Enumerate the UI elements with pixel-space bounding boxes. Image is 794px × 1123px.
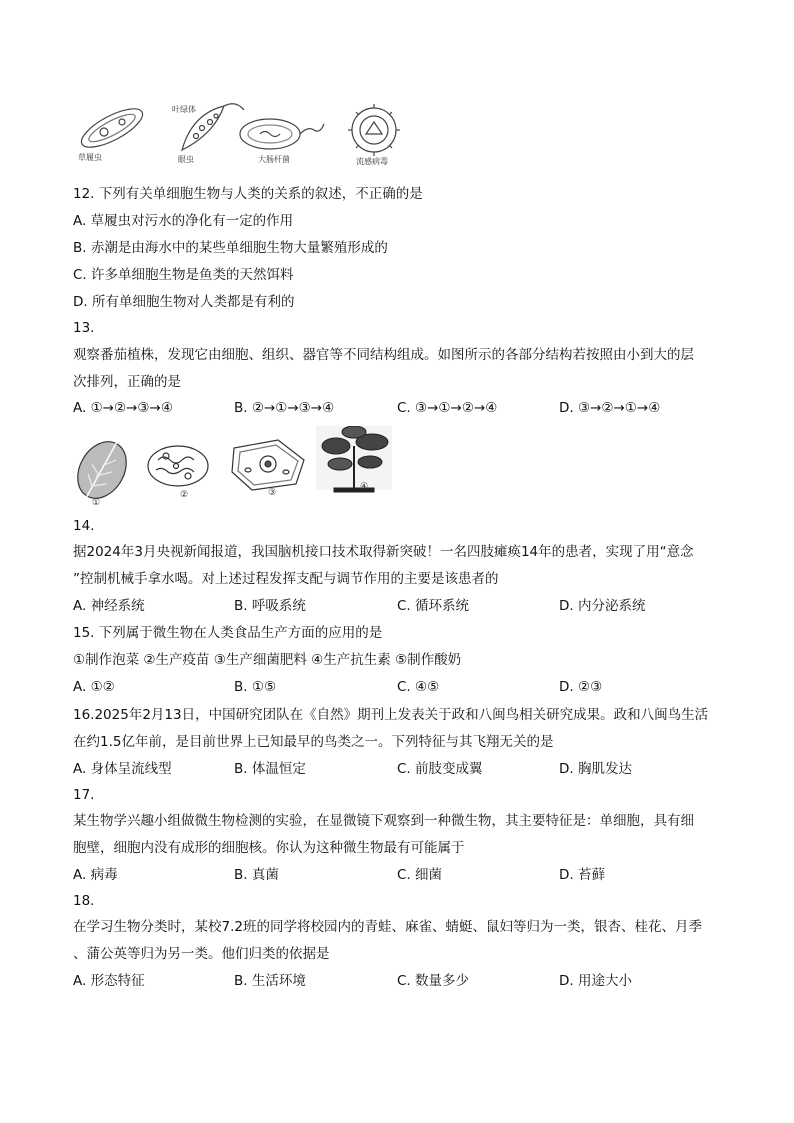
q17-option-d: D. 苔藓 — [559, 867, 605, 883]
q12-option-a: A. 草履虫对污水的净化有一定的作用 — [73, 213, 294, 229]
q18-stem-line2: 、蒲公英等归为另一类。他们归类的依据是 — [73, 946, 330, 962]
q15-items: ①制作泡菜 ②生产疫苗 ③生产细菌肥料 ④生产抗生素 ⑤制作酸奶 — [73, 652, 462, 668]
q17-stem-line1: 某生物学兴趣小组做微生物检测的实验，在显微镜下观察到一种微生物，其主要特征是：单细胞，具有细 — [73, 813, 694, 829]
q12-option-d: D. 所有单细胞生物对人类都是有利的 — [73, 294, 295, 310]
q16-option-c: C. 前肢变成翼 — [397, 761, 483, 777]
label-4: ④ — [360, 482, 369, 492]
tomato-structure-figure — [72, 426, 394, 512]
q18-number: 18. — [73, 893, 95, 909]
q18-option-b: B. 生活环境 — [234, 973, 306, 989]
q13-stem-line1: 观察番茄植株，发现它由细胞、组织、器官等不同结构组成。如图所示的各部分结构若按照由小到大的层 — [73, 347, 694, 363]
q16-stem-line2: 在约1.5亿年前，是目前世界上已知最早的鸟类之一。下列特征与其飞翔无关的是 — [73, 734, 554, 750]
q18-option-c: C. 数量多少 — [397, 973, 470, 989]
q15-option-a: A. ①② — [73, 679, 115, 695]
q16-stem-line1: 16.2025年2月13日，中国研究团队在《自然》期刊上发表关于政和八闽鸟相关研究成果。政和八闽鸟生活 — [73, 707, 709, 723]
microorganism-figure — [74, 94, 414, 170]
q15-stem: 15. 下列属于微生物在人类食品生产方面的应用的是 — [73, 625, 383, 641]
q17-option-b: B. 真菌 — [234, 867, 279, 883]
q17-stem-line2: 胞壁，细胞内没有成形的细胞核。你认为这种微生物最有可能属于 — [73, 840, 465, 856]
q14-option-d: D. 内分泌系统 — [559, 598, 646, 614]
label-flu-virus: 流感病毒 — [356, 157, 388, 166]
tomato-structure-illustration — [72, 426, 394, 512]
q16-option-d: D. 胸肌发达 — [559, 761, 632, 777]
q16-option-b: B. 体温恒定 — [234, 761, 306, 777]
q17-number: 17. — [73, 787, 95, 803]
label-1: ① — [92, 498, 101, 508]
q18-option-d: D. 用途大小 — [559, 973, 632, 989]
q17-option-c: C. 细菌 — [397, 867, 443, 883]
label-euglena: 眼虫 — [178, 155, 194, 164]
label-chloroplast: 叶绿体 — [172, 105, 196, 114]
q14-stem-line1: 据2024年3月央视新闻报道，我国脑机接口技术取得新突破！一名四肢瘫痪14年的患者，实现了用“意念 — [73, 544, 694, 560]
q15-option-d: D. ②③ — [559, 679, 603, 695]
q12-option-b: B. 赤潮是由海水中的某些单细胞生物大量繁殖形成的 — [73, 240, 388, 256]
q15-option-c: C. ④⑤ — [397, 679, 440, 695]
q14-stem-line2: ”控制机械手拿水喝。对上述过程发挥支配与调节作用的主要是该患者的 — [73, 571, 499, 587]
q14-option-b: B. 呼吸系统 — [234, 598, 306, 614]
q13-option-d: D. ③→②→①→④ — [559, 400, 661, 416]
q16-option-a: A. 身体呈流线型 — [73, 761, 172, 777]
q14-option-a: A. 神经系统 — [73, 598, 145, 614]
q12-option-c: C. 许多单细胞生物是鱼类的天然饵料 — [73, 267, 294, 283]
label-paramecium: 草履虫 — [78, 153, 102, 162]
label-2: ② — [180, 490, 189, 500]
q14-number: 14. — [73, 518, 95, 534]
q13-option-b: B. ②→①→③→④ — [234, 400, 335, 416]
q15-option-b: B. ①⑤ — [234, 679, 277, 695]
q13-option-c: C. ③→①→②→④ — [397, 400, 498, 416]
q14-option-c: C. 循环系统 — [397, 598, 470, 614]
q18-stem-line1: 在学习生物分类时，某校7.2班的同学将校园内的青蛙、麻雀、蜻蜓、鼠妇等归为一类，银杏、桂花、月季 — [73, 919, 702, 935]
q12-stem: 12. 下列有关单细胞生物与人类的关系的叙述，不正确的是 — [73, 186, 423, 202]
label-3: ③ — [268, 488, 277, 498]
q13-option-a: A. ①→②→③→④ — [73, 400, 173, 416]
q18-option-a: A. 形态特征 — [73, 973, 145, 989]
label-ecoli: 大肠杆菌 — [258, 155, 290, 164]
q13-stem-line2: 次排列，正确的是 — [73, 374, 181, 390]
q17-option-a: A. 病毒 — [73, 867, 118, 883]
q13-number: 13. — [73, 320, 95, 336]
